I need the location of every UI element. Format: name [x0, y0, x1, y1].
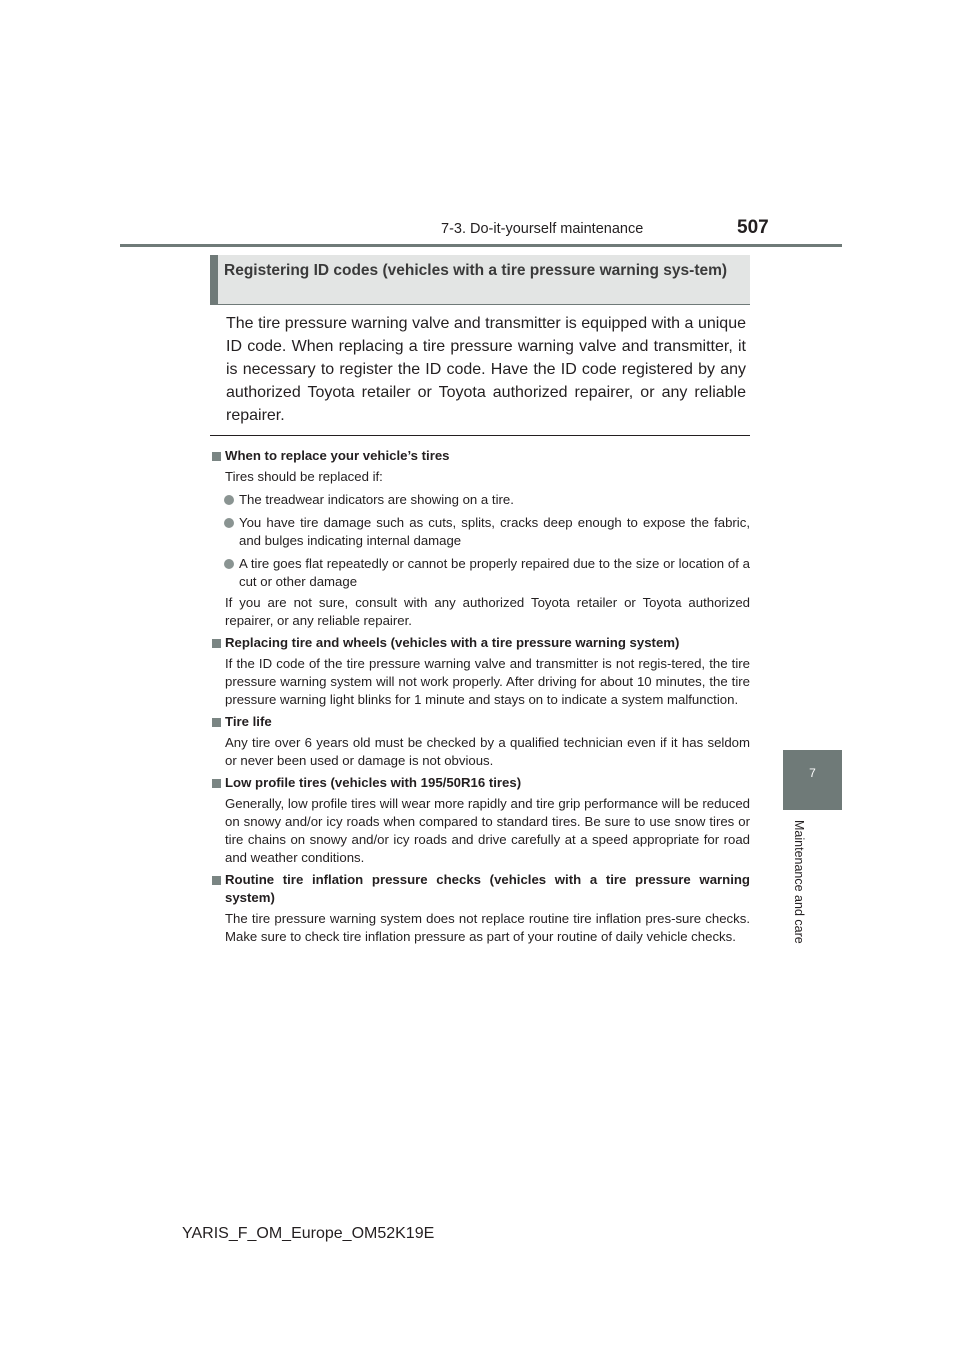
note-routine-pressure-checks [210, 871, 750, 946]
note-when-to-replace [210, 447, 750, 630]
square-bullet-icon [212, 779, 221, 788]
round-bullet-icon [224, 559, 234, 569]
note-text: If the ID code of the tire pressure warning valve and transmitter is not regis-tered, the tire pressure warning system will not work properly. After driving for about 10 minutes, the tire pressure warning light blinks for 1 minute and stays on to indicate a system malfunction. [225, 656, 750, 707]
note-heading [210, 774, 750, 792]
header-section-title: 7-3. Do-it-yourself maintenance [441, 221, 644, 237]
note-tire-life [210, 713, 750, 770]
section-heading-box [210, 255, 750, 305]
note-heading [210, 713, 750, 731]
square-bullet-icon [212, 876, 221, 885]
intro-paragraph: The tire pressure warning valve and transmitter is equipped with a unique ID code. When replacing a tire pressure warning valve and transmitter, it is necessary to register the ID code. Have the ID code registered by any authorized Toyota retailer or Toyota authorized repairer, or any reliable repairer. [226, 315, 746, 424]
notes-divider [210, 435, 750, 436]
note-heading [210, 634, 750, 652]
note-replacing-tire-wheels [210, 634, 750, 709]
note-text: If you are not sure, consult with any authorized Toyota retailer or Toyota authorized repairer, or any reliable repairer. [225, 595, 750, 628]
section-heading: Registering ID codes (vehicles with a tire pressure warning sys-tem) [224, 262, 728, 279]
list-item-text: A tire goes flat repeatedly or cannot be properly repaired due to the size or location of a cut or other damage [239, 556, 750, 589]
note-text: Generally, low profile tires will wear more rapidly and tire grip performance will be reduced on snowy and/or icy roads when compared to standard tires. Be sure to use snow tires or tire chains on snowy and/or icy roads and drive carefully at a speed appropriate for road and weather conditions. [225, 796, 750, 865]
note-heading [210, 447, 750, 465]
note-heading-text: When to replace your vehicle’s tires [225, 448, 450, 463]
note-text: Tires should be replaced if: [225, 469, 383, 484]
chapter-label: Maintenance and care [792, 820, 806, 944]
list-item [210, 491, 750, 509]
page-number: 507 [737, 217, 769, 238]
square-bullet-icon [212, 718, 221, 727]
note-text: The tire pressure warning system does not replace routine tire inflation pres-sure checks. Make sure to check tire inflation pressure as part of your routine of daily vehicle checks. [225, 911, 750, 944]
note-low-profile-tires [210, 774, 750, 867]
note-heading [210, 871, 750, 907]
note-heading-text: Routine tire inflation pressure checks (vehicles with a tire pressure warning system) [225, 872, 750, 905]
square-bullet-icon [212, 639, 221, 648]
header-divider [120, 244, 842, 247]
list-item [210, 514, 750, 550]
footer-doc-code: YARIS_F_OM_Europe_OM52K19E [182, 1225, 435, 1242]
note-heading-text: Tire life [225, 714, 272, 729]
note-heading-text: Replacing tire and wheels (vehicles with a tire pressure warning system) [225, 635, 680, 650]
square-bullet-icon [212, 452, 221, 461]
notes-list [210, 443, 750, 946]
round-bullet-icon [224, 495, 234, 505]
round-bullet-icon [224, 518, 234, 528]
note-heading-text: Low profile tires (vehicles with 195/50R16 tires) [225, 775, 522, 790]
list-item-text: The treadwear indicators are showing on a tire. [239, 492, 514, 507]
chapter-number: 7 [809, 766, 816, 780]
list-item [210, 555, 750, 591]
list-item-text: You have tire damage such as cuts, splits, cracks deep enough to expose the fabric, and bulges indicating internal damage [239, 515, 750, 548]
note-text: Any tire over 6 years old must be checked by a qualified technician even if it has seldom or never been used or damage is not obvious. [225, 735, 750, 768]
chapter-tab[interactable] [783, 750, 842, 810]
